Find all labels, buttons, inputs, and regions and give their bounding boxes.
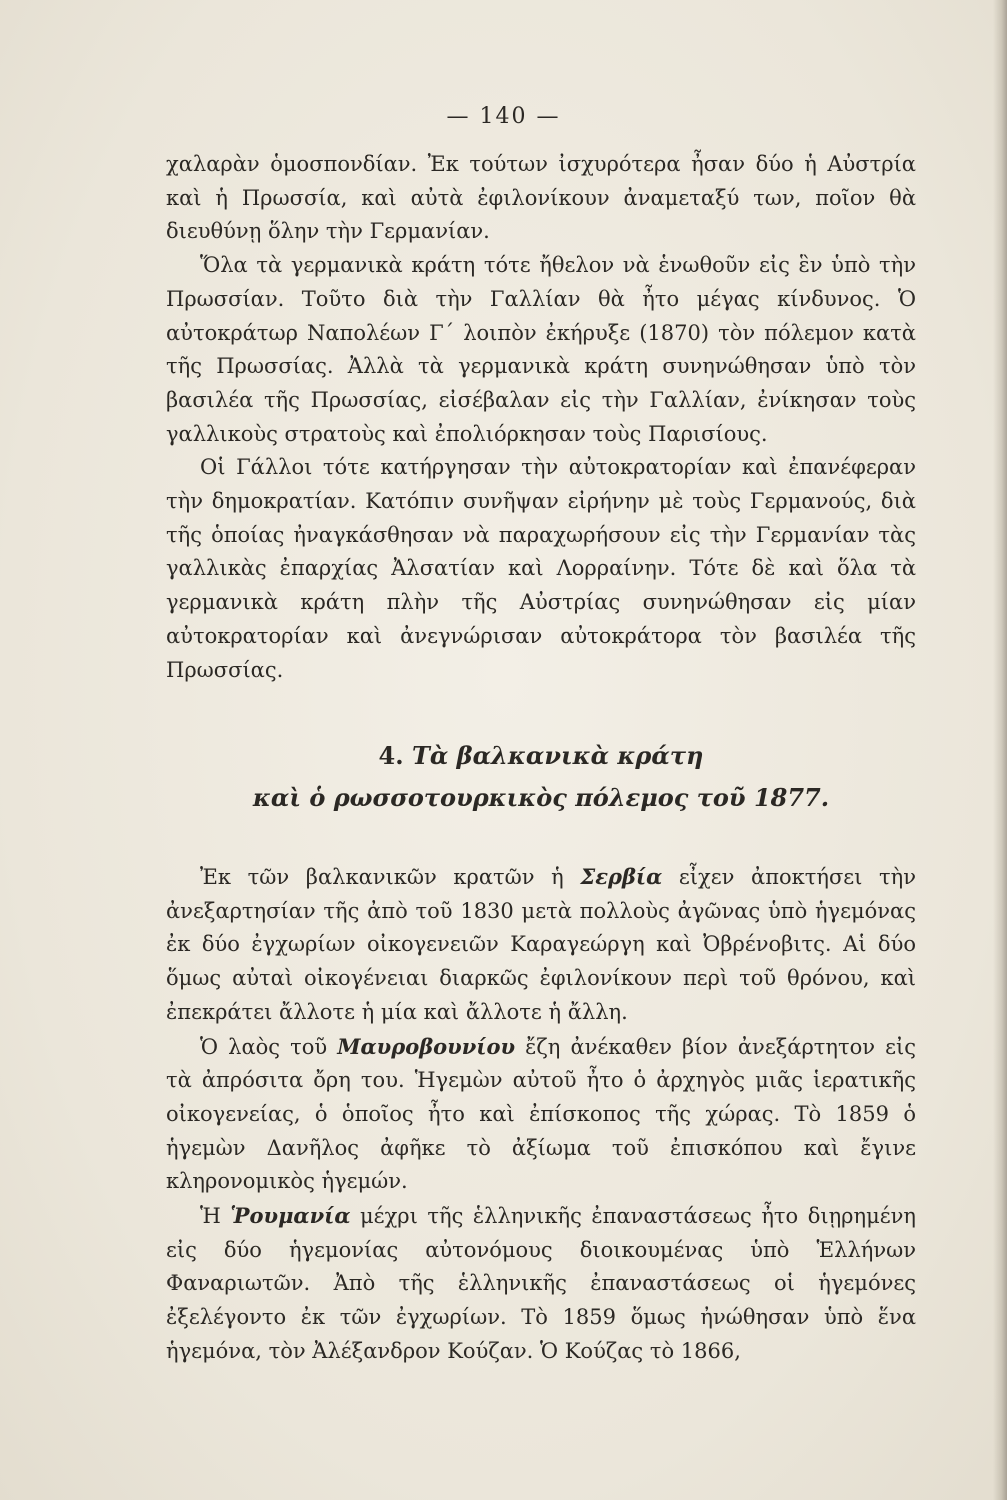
romania-pre: Ἡ bbox=[200, 1204, 231, 1229]
paragraph-serbia bbox=[166, 860, 916, 1030]
section-title-1: Τὰ βαλκανικὰ κράτη bbox=[411, 741, 704, 770]
montenegro-post: ἔζη ἀνέκαθεν βίον ἀνεξάρτητον εἰς τὰ ἀπρόσιτα ὄρη του. Ἡγεμὼν αὐτοῦ ἦτο ὁ ἀρχηγὸς μιᾶς ἱερατικῆς οἰκογενείας, ὁ ὁποῖος ἦτο καὶ ἐπίσκοπος τῆς χώρας. Τὸ 1859 ὁ ἡγεμὼν Δανῆλος ἀφῆκε τὸ ἀξίωμα τοῦ ἐπισκόπου καὶ ἔγινε κληρονομικὸς ἡγεμών. bbox=[166, 1034, 916, 1194]
section-title-line-1 bbox=[166, 735, 916, 777]
paragraph-romania bbox=[166, 1199, 916, 1369]
page-edge-shadow bbox=[993, 0, 1007, 1500]
serbia-pre: Ἐκ τῶν βαλκανικῶν κρατῶν ἡ bbox=[200, 865, 581, 889]
text-block-top bbox=[166, 148, 916, 687]
serbia-name: Σερβία bbox=[580, 864, 663, 889]
section-title-line-2: καὶ ὁ ρωσσοτουρκικὸς πόλεμος τοῦ 1877. bbox=[252, 783, 830, 812]
romania-name: Ῥουμανία bbox=[230, 1203, 351, 1229]
montenegro-name: Μαυροβουνίου bbox=[337, 1033, 516, 1059]
page-number: — 140 — bbox=[446, 104, 561, 129]
paragraph-franco-prussian-war: Ὅλα τὰ γερμανικὰ κράτη τότε ἤθελον νὰ ἑνωθοῦν εἰς ἓν ὑπὸ τὴν Πρωσσίαν. Τοῦτο διὰ τὴν Γαλλίαν θὰ ἦτο μέγας κίνδυνος. Ὁ αὐτοκράτωρ Ναπολέων Γ΄ λοιπὸν ἐκήρυξε (1870) τὸν πόλεμον κατὰ τῆς Πρωσσίας. Ἀλλὰ τὰ γερμανικὰ κράτη συνηνώθησαν ὑπὸ τὸν βασιλέα τῆς Πρωσσίας, εἰσέβαλαν εἰς τὴν Γαλλίαν, ἐνίκησαν τοὺς γαλλικοὺς στρατοὺς καὶ ἐπολιόρκησαν τοὺς Παρισίους. bbox=[166, 253, 916, 446]
section-number: 4. bbox=[378, 741, 404, 770]
serbia-post: εἶχεν ἀποκτήσει τὴν ἀνεξαρτησίαν τῆς ἀπὸ τοῦ 1830 μετὰ πολλοὺς ἀγῶνας ὑπὸ ἡγεμόνας ἐκ δύο ἐγχωρίων οἰκογενειῶν Καραγεώργη καὶ Ὀβρένοβιτς. Αἱ δύο ὅμως αὐταὶ οἰκογένειαι διαρκῶς ἐφιλονίκουν περὶ τοῦ θρόνου, καὶ ἐπεκράτει ἄλλοτε ἡ μία καὶ ἄλλοτε ἡ ἄλλη. bbox=[166, 865, 917, 1024]
section-heading bbox=[166, 735, 916, 819]
text-block-bottom bbox=[166, 860, 916, 1369]
romania-post: μέχρι τῆς ἑλληνικῆς ἐπαναστάσεως ἦτο διῃρημένη εἰς δύο ἡγεμονίας αὐτονόμους διοικουμένας ὑπὸ Ἑλλήνων Φαναριωτῶν. Ἀπὸ τῆς ἑλληνικῆς ἐπαναστάσεως οἱ ἡγεμόνες ἐξελέγοντο ἐκ τῶν ἐγχωρίων. Τὸ 1859 ὅμως ἠνώθησαν ὑπὸ ἕνα ἡγεμόνα, τὸν Ἀλέξανδρον Κούζαν. Ὁ Κούζας τὸ 1866, bbox=[166, 1204, 916, 1363]
montenegro-pre: Ὁ λαὸς τοῦ bbox=[200, 1034, 338, 1059]
paragraph-montenegro bbox=[166, 1030, 916, 1200]
paragraph-german-empire: Οἱ Γάλλοι τότε κατήργησαν τὴν αὐτοκρατορίαν καὶ ἐπανέφεραν τὴν δημοκρατίαν. Κατόπιν συνῆψαν εἰρήνην μὲ τοὺς Γερμανούς, διὰ τῆς ὁποίας ἠναγκάσθησαν νὰ παραχωρήσουν εἰς τὴν Γερμανίαν τὰς γαλλικὰς ἐπαρχίας Ἀλσατίαν καὶ Λορραίνην. Τότε δὲ καὶ ὅλα τὰ γερμανικὰ κράτη πλὴν τῆς Αὐστρίας συνηνώθησαν εἰς μίαν αὐτοκρατορίαν καὶ ἀνεγνώρισαν αὐτοκράτορα τὸν βασιλέα τῆς Πρωσσίας. bbox=[166, 455, 916, 682]
paragraph-confederation: χαλαρὰν ὁμοσπονδίαν. Ἐκ τούτων ἰσχυρότερα ἦσαν δύο ἡ Αὐστρία καὶ ἡ Πρωσσία, καὶ αὐτὰ ἐφιλονίκουν ἀναμεταξύ των, ποῖον θὰ διευθύνῃ ὅλην τὴν Γερμανίαν. bbox=[166, 152, 916, 244]
